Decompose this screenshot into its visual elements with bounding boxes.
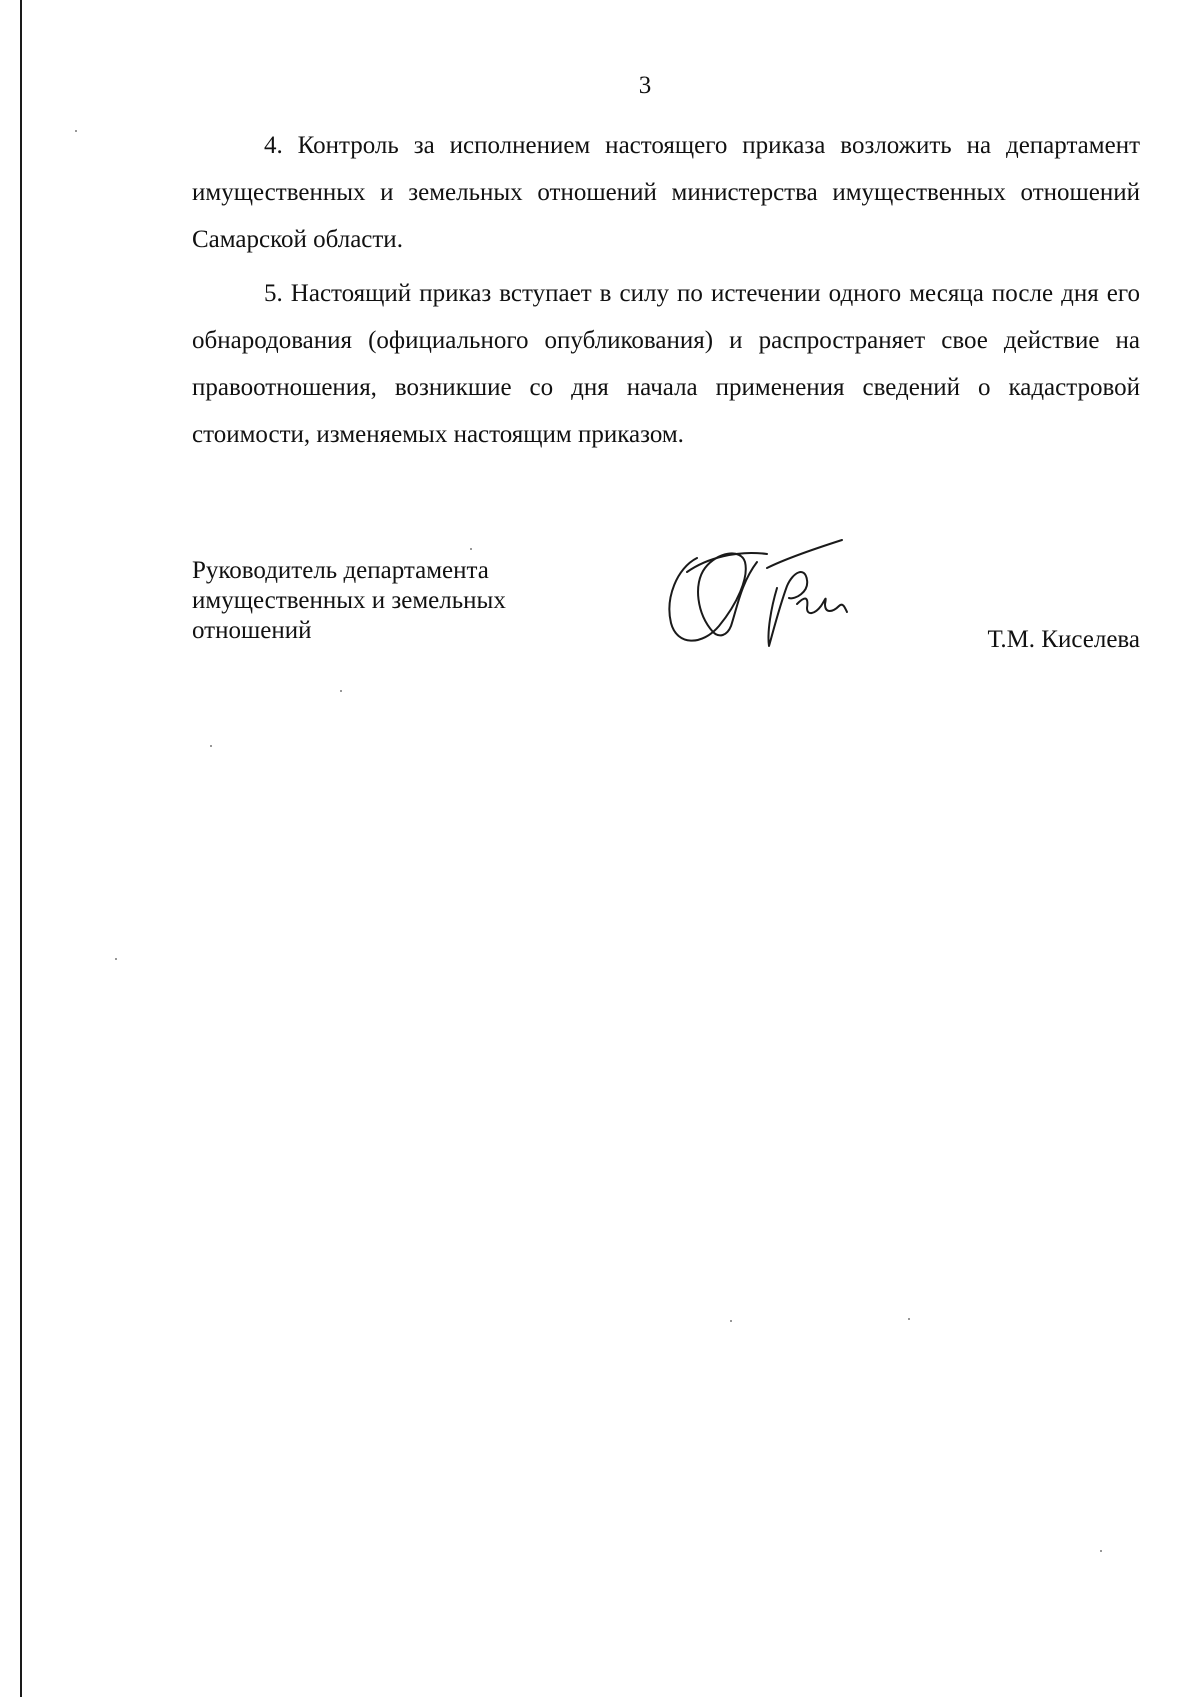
signer-title-line: отношений (192, 617, 312, 644)
scan-speck (470, 548, 472, 550)
paragraph-effective-date: 5. Настоящий приказ вступает в силу по истечении одного месяца после дня его обнародования (официального опубликования) и распространяет свое действие на правоотношения, возникшие со дня начала применения сведений о кадастровой стоимости, изменяемых настоящим приказом. (192, 280, 1140, 448)
signer-title-line: имущественных и земельных (192, 587, 506, 614)
scan-speck (210, 745, 212, 747)
signer-title-line: Руководитель департамента (192, 557, 489, 584)
handwritten-signature (657, 528, 882, 658)
scan-speck (1100, 1550, 1102, 1552)
document-body (192, 122, 1140, 465)
paragraph-control: 4. Контроль за исполнением настоящего приказа возложить на департамент имущественных и земельных отношений министерства имущественных отношений Самарской области. (192, 132, 1140, 253)
scan-speck (115, 958, 117, 960)
scan-edge-line (20, 0, 22, 1697)
signature-block (192, 556, 1140, 676)
scan-speck (340, 690, 342, 692)
scan-speck (730, 1320, 732, 1322)
scan-speck (908, 1318, 910, 1320)
signer-title (192, 556, 572, 646)
page-number: 3 (638, 72, 652, 99)
signer-name: Т.М. Киселева (987, 626, 1140, 653)
scan-speck (75, 130, 77, 132)
